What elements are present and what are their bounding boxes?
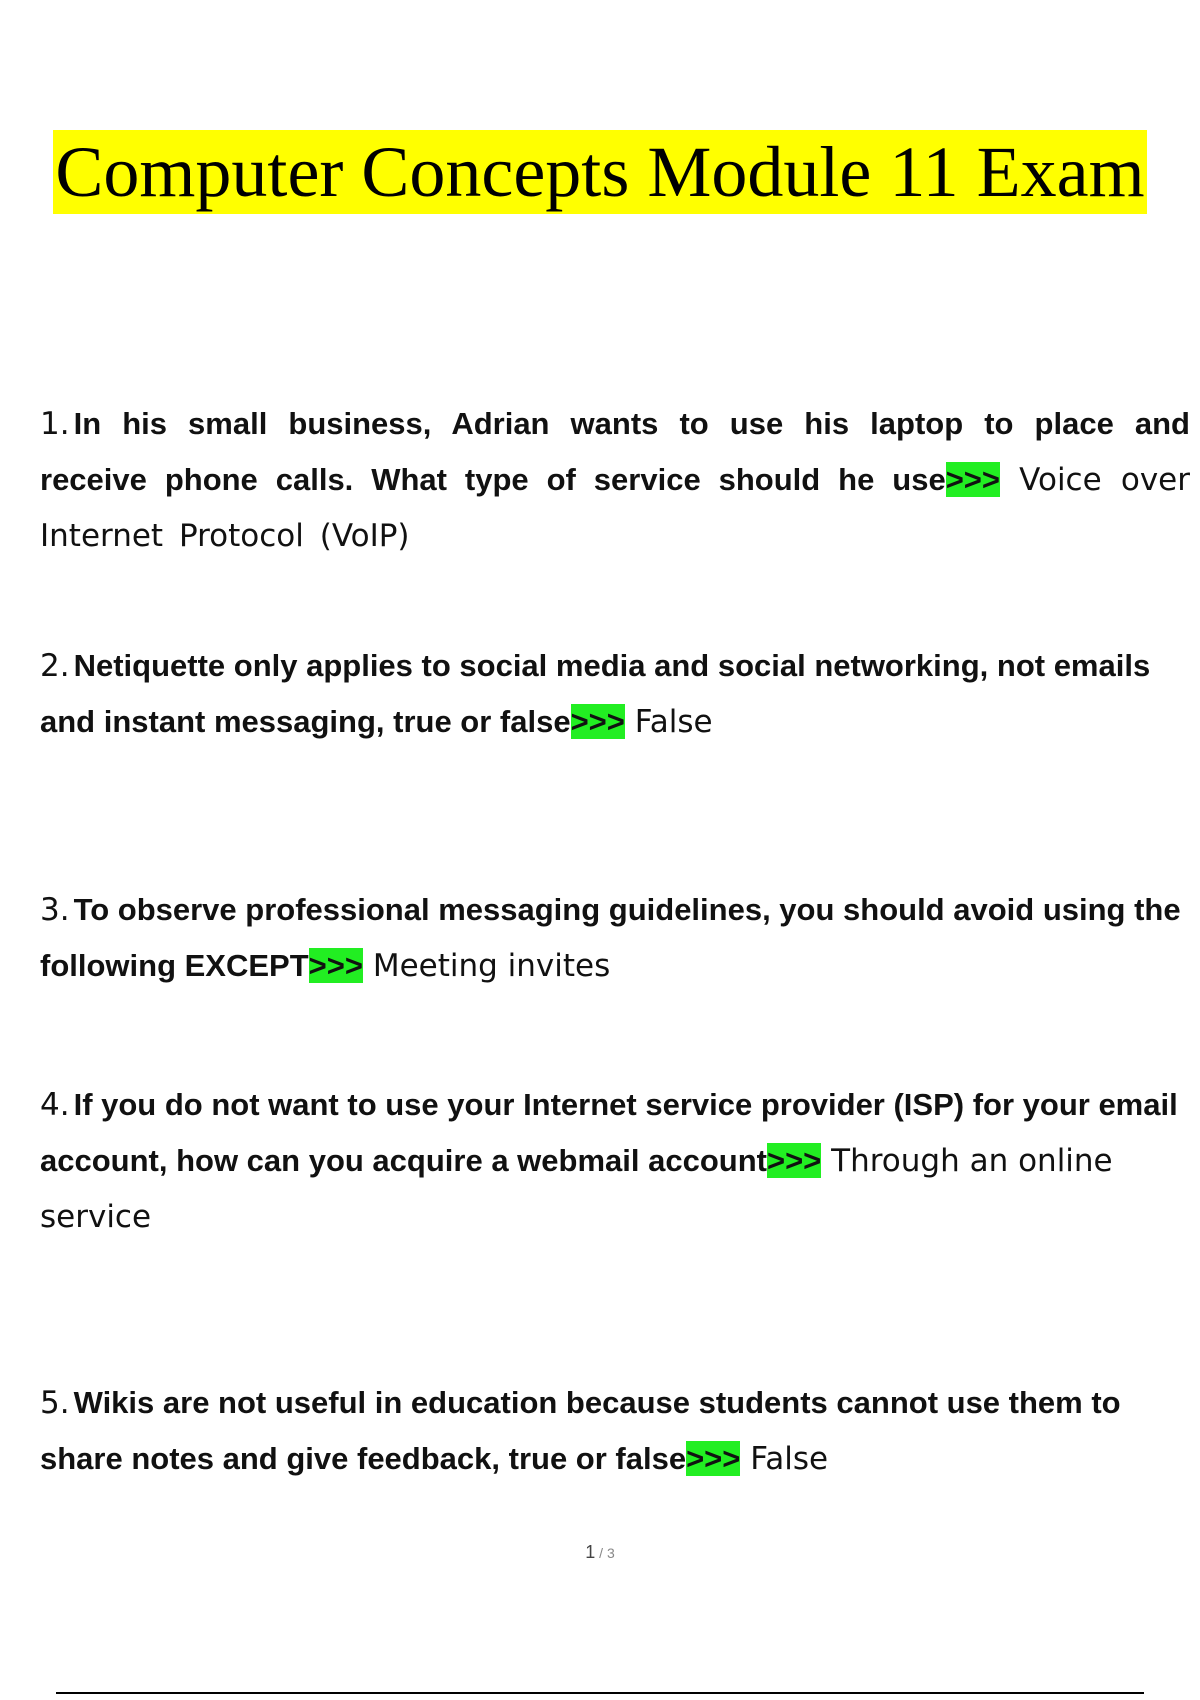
page-separator: / (595, 1545, 607, 1561)
answer-marker: >>> (570, 704, 625, 739)
page-title: Computer Concepts Module 11 Exam (55, 132, 1145, 212)
question-text: Netiquette only applies to social media and social networking, not emails and instant messaging, true or false (40, 648, 1151, 739)
title-block (0, 130, 1200, 214)
question-number: 5. (40, 1385, 70, 1421)
question-item (40, 1375, 1190, 1487)
question-text: To observe professional messaging guidelines, you should avoid using the following EXCEPT (40, 892, 1181, 983)
answer-text: Voice over Internet Protocol (VoIP) (40, 462, 1190, 554)
question-text: In his small business, Adrian wants to use his laptop to place and receive phone calls. What type of service should he use (40, 406, 1190, 497)
bottom-divider (56, 1692, 1144, 1694)
answer-marker: >>> (686, 1441, 741, 1476)
question-number: 1. (40, 406, 70, 442)
question-item (40, 396, 1190, 564)
question-item (40, 1077, 1190, 1245)
question-number: 3. (40, 892, 70, 928)
answer-marker: >>> (766, 1143, 822, 1178)
answer-marker: >>> (308, 948, 363, 983)
question-number: 4. (40, 1087, 70, 1123)
question-text: Wikis are not useful in education because students cannot use them to share notes and give feedback, true or false (40, 1385, 1121, 1476)
question-text: If you do not want to use your Internet service provider (ISP) for your email account, how can you acquire a webmail account (40, 1087, 1178, 1178)
answer-text: Through an online service (40, 1143, 1113, 1235)
answer-text: False (740, 1441, 829, 1477)
page-total: 3 (606, 1545, 615, 1561)
answer-marker: >>> (945, 462, 1000, 497)
page-current: 1 (585, 1542, 596, 1562)
page-indicator (0, 1542, 1200, 1563)
question-item (40, 638, 1190, 750)
question-item (40, 882, 1190, 994)
question-number: 2. (40, 648, 70, 684)
answer-text: Meeting invites (362, 948, 611, 984)
answer-text: False (624, 704, 713, 740)
